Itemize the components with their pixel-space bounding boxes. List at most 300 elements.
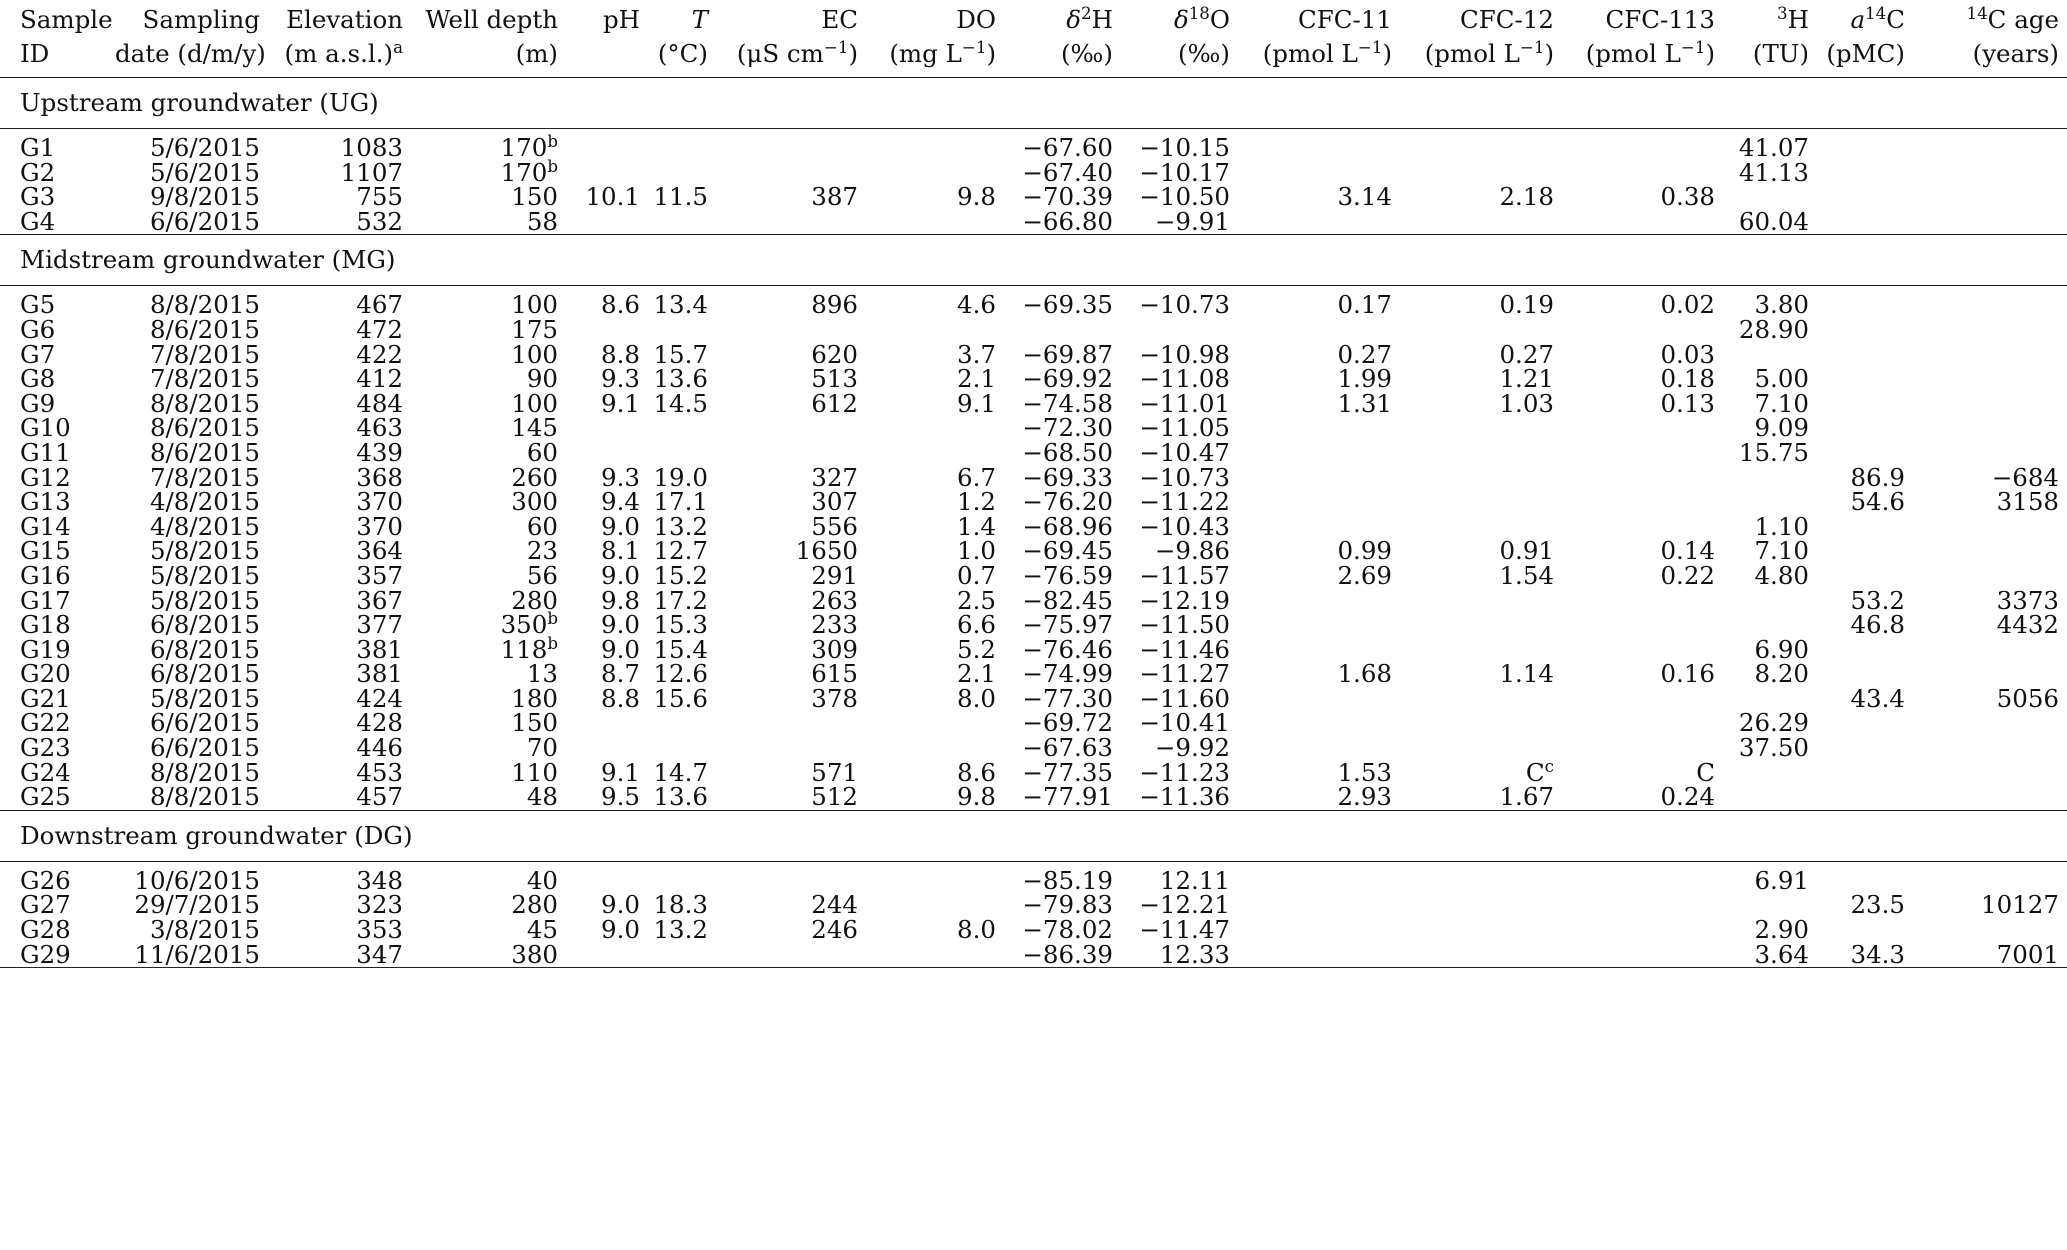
cell-delta-18o: −10.47 [1139,437,1230,467]
cell-a14c [1821,136,1917,161]
section-header-row [0,78,2067,129]
column-header-line2: (m) [515,39,558,68]
column-header-well-depth [415,0,570,78]
cell-sample-id: G3 [20,182,56,212]
cell-delta-2h [1008,318,1125,343]
cell-sampling-date: 11/6/2015 [115,943,272,968]
column-header-line2: (°C) [657,39,708,68]
column-header-line2: (pmol $L^{-1}$) [1424,37,1554,68]
cell-temperature: 13.2 [653,511,708,541]
cell-delta-18o: −11.01 [1139,388,1230,418]
cell-tritium: 6.91 [1754,865,1809,895]
cell-elevation: 467 [356,290,403,320]
cell-elevation: 370 [356,511,403,541]
cell-elevation: 353 [356,915,403,945]
cell-cfc-113 [1566,136,1727,161]
cell-well-depth: 170$^b$ [500,156,558,187]
cell-cfc-113 [1566,711,1727,736]
cell-delta-2h: −77.30 [1022,683,1113,713]
cell-cfc-12 [1404,869,1566,894]
cell-c14-age [1917,161,2067,186]
cell-delta-2h: −77.91 [1022,782,1113,812]
cell-cfc-12 [1404,943,1566,968]
cell-ec: 556 [811,511,858,541]
column-header-line2: (μS $cm^{-1}$) [736,37,858,68]
cell-cfc-12 [1404,893,1566,918]
cell-cfc-12 [1404,613,1566,638]
cell-well-depth: 170$^b$ [500,131,558,162]
cell-delta-18o: −10.73 [1139,462,1230,492]
cell-cfc-12 [1404,711,1566,736]
cell-cfc-11 [1242,466,1404,491]
cell-elevation: 367 [356,585,403,615]
cell-delta-18o: −11.36 [1139,782,1230,812]
cell-c14-age [1917,343,2067,368]
cell-delta-18o: −11.57 [1139,560,1230,590]
cell-elevation: 532 [356,206,403,236]
column-header-line1: $a^{14}C$ [1850,3,1905,34]
cell-elevation: 472 [356,314,403,344]
cell-well-depth: 118$^b$ [500,633,558,664]
table-row [0,318,2067,343]
cell-sample-id: G8 [20,364,56,394]
cell-ph: 8.7 [601,659,640,689]
column-header-line1: DO [956,5,996,34]
cell-cfc-11 [1242,210,1404,235]
cell-sampling-date: 29/7/2015 [134,890,260,920]
cell-a14c [1821,638,1917,663]
cell-well-depth: 110 [511,757,558,787]
cell-sampling-date: 7/8/2015 [149,462,260,492]
cell-well-depth: 70 [526,733,558,763]
cell-delta-2h: −74.99 [1022,659,1113,689]
cell-ec: 244 [811,890,858,920]
cell-cfc-11 [1242,318,1404,343]
cell-a14c [1821,367,1917,392]
cell-well-depth: 90 [526,364,558,394]
cell-ec: 291 [811,560,858,590]
cell-cfc-12 [1404,136,1566,161]
cell-sampling-date: 10/6/2015 [134,865,260,895]
cell-delta-2h: −79.83 [1022,890,1113,920]
cell-tritium [1727,761,1821,786]
cell-well-depth: 180 [511,683,558,713]
cell-cfc-12: 1.03 [1499,388,1554,418]
cell-temperature [652,943,720,968]
cell-delta-18o: −11.46 [1139,634,1230,664]
cell-ec: 327 [811,462,858,492]
cell-delta-18o: −12.21 [1139,890,1230,920]
cell-cfc-11 [1242,441,1404,466]
cell-tritium: 2.90 [1754,915,1809,945]
cell-delta-18o: −12.19 [1139,585,1230,615]
cell-tritium [1727,613,1821,638]
cell-ec [720,210,870,235]
cell-tritium: 6.90 [1754,634,1809,664]
cell-elevation: 1083 [340,133,403,162]
column-header-cfc-113 [1566,0,1727,78]
cell-sample-id: G29 [0,943,115,968]
cell-ph: 8.1 [601,536,640,566]
cell-ec [720,441,870,466]
cell-sample-id: G4 [20,206,56,236]
column-header-line1: Sample [20,5,113,34]
cell-ec [720,711,870,736]
cell-delta-2h: −67.40 [1022,157,1113,187]
cell-ph: 9.0 [601,610,640,640]
cell-do [870,441,1008,466]
table-row [0,441,2067,466]
cell-delta-2h: −70.39 [1022,182,1113,212]
cell-c14-age [1917,736,2067,761]
cell-ph: 9.0 [601,560,640,590]
cell-ph: 8.8 [601,683,640,713]
cell-ec: 378 [811,683,858,713]
cell-cfc-11 [1242,711,1404,736]
cell-cfc-11: 1.31 [1337,388,1392,418]
column-header-ec [720,0,870,78]
cell-sample-id: G27 [20,890,71,920]
cell-do [870,416,1008,441]
cell-delta-2h: −74.58 [1022,388,1113,418]
cell-do: 1.0 [957,536,996,566]
cell-ph: 9.0 [601,890,640,920]
cell-cfc-113 [1566,490,1727,515]
cell-sampling-date: 5/6/2015 [149,157,260,187]
cell-ph: 9.5 [601,782,640,812]
cell-elevation: 364 [356,536,403,566]
cell-temperature: 11.5 [653,182,708,212]
cell-ec: 512 [811,782,858,812]
cell-elevation: 323 [356,890,403,920]
cell-elevation: 755 [356,182,403,212]
cell-well-depth: 48 [526,782,558,812]
column-header-line1: T [691,5,708,34]
cell-elevation: 446 [356,733,403,763]
cell-delta-2h: −69.33 [1022,462,1113,492]
cell-ph: 8.6 [601,290,640,320]
cell-temperature: 12.7 [653,536,708,566]
column-header-do [870,0,1008,78]
table-row [0,564,2067,589]
cell-ec: 387 [811,182,858,212]
cell-elevation: 457 [356,782,403,812]
cell-sampling-date: 6/8/2015 [149,659,260,689]
cell-delta-2h: −78.02 [1022,915,1113,945]
column-header-cfc-11 [1242,0,1404,78]
cell-well-depth: 58 [526,206,558,236]
cell-sample-id: G24 [20,757,71,787]
cell-cfc-12 [1404,210,1566,235]
cell-tritium: 7.10 [1754,536,1809,566]
table-row [0,210,2067,235]
cell-delta-18o: 12.11 [1159,865,1230,895]
cell-ec [720,943,870,968]
cell-sample-id: G28 [20,915,71,945]
column-header-line1: CFC-113 [1605,5,1715,34]
cell-well-depth: 380 [415,943,570,968]
cell-c14-age [1917,539,2067,564]
cell-delta-2h: −76.20 [1022,487,1113,517]
cell-do: 4.6 [957,290,996,320]
cell-sampling-date: 8/8/2015 [149,782,260,812]
cell-cfc-113 [1566,687,1727,712]
cell-a14c [1821,785,1917,810]
cell-temperature: 15.3 [653,610,708,640]
column-header-line2: (‰) [1061,39,1113,68]
cell-c14-age [1917,318,2067,343]
cell-cfc-11: 1.53 [1337,757,1392,787]
cell-sampling-date: 8/8/2015 [149,388,260,418]
cell-cfc-12: $C^c$ [1525,756,1554,787]
cell-sampling-date: 6/6/2015 [149,708,260,738]
cell-well-depth: 100 [511,339,558,369]
cell-ph: 8.8 [601,339,640,369]
cell-a14c: 34.3 [1821,943,1917,968]
column-header-sampling-date [115,0,272,78]
cell-ph [570,136,652,161]
cell-delta-18o: −9.86 [1154,536,1230,566]
cell-tritium: 37.50 [1738,733,1809,763]
cell-cfc-11: 2.69 [1337,560,1392,590]
cell-well-depth: 150 [511,708,558,738]
cell-sampling-date: 3/8/2015 [149,915,260,945]
cell-cfc-12 [1404,441,1566,466]
cell-a14c [1821,210,1917,235]
cell-well-depth: 60 [526,437,558,467]
cell-elevation: 453 [356,757,403,787]
cell-do: 2.1 [957,364,996,394]
cell-elevation: 463 [356,413,403,443]
cell-tritium: 9.09 [1754,413,1809,443]
cell-temperature: 15.4 [653,634,708,664]
cell-temperature: 14.7 [653,757,708,787]
cell-ph: 9.0 [601,915,640,945]
cell-a14c: 86.9 [1850,462,1905,492]
cell-delta-2h: −76.46 [1022,634,1113,664]
table-row [0,785,2067,810]
cell-temperature [652,441,720,466]
cell-cfc-11 [1242,893,1404,918]
cell-sampling-date: 5/8/2015 [149,585,260,615]
cell-cfc-11 [1242,943,1404,968]
cell-tritium: 28.90 [1738,314,1809,344]
cell-delta-2h: −69.35 [1022,290,1113,320]
cell-a14c [1821,293,1917,318]
column-header-line2: (mg $L^{-1}$) [889,37,996,68]
cell-do [870,210,1008,235]
cell-delta-18o: −11.05 [1139,413,1230,443]
cell-cfc-12 [1404,466,1566,491]
cell-delta-2h: −69.92 [1022,364,1113,394]
cell-tritium: 1.10 [1754,511,1809,541]
cell-ph: 9.1 [601,388,640,418]
cell-do [870,736,1008,761]
table-row [0,613,2067,638]
cell-tritium [1727,589,1821,614]
cell-temperature [652,136,720,161]
cell-sample-id: G11 [20,437,71,467]
column-header-cfc-12 [1404,0,1566,78]
cell-cfc-11 [1242,918,1404,943]
cell-do: 8.0 [957,683,996,713]
cell-do: 9.8 [957,182,996,212]
cell-c14-age [1917,918,2067,943]
cell-delta-18o: 12.33 [1125,943,1242,968]
cell-elevation: 357 [356,560,403,590]
column-header-delta-2h [1008,0,1125,78]
cell-ph [570,318,652,343]
cell-temperature: 17.1 [653,487,708,517]
cell-elevation: 381 [356,659,403,689]
cell-elevation: 422 [356,339,403,369]
cell-temperature: 15.2 [653,560,708,590]
column-header-line1: $^3$H [1777,3,1809,34]
cell-cfc-113: 0.18 [1660,364,1715,394]
cell-cfc-11 [1242,736,1404,761]
cell-delta-18o: −10.41 [1139,708,1230,738]
column-header-c14-age [1917,0,2067,78]
column-header-line1: Elevation [286,5,403,34]
cell-do [870,869,1008,894]
cell-temperature: 13.6 [653,782,708,812]
cell-ec: 513 [811,364,858,394]
column-header-tritium [1727,0,1821,78]
column-header-temperature [652,0,720,78]
cell-sampling-date: 4/8/2015 [149,511,260,541]
column-header-line2: ID [20,39,50,68]
cell-cfc-113 [1566,589,1727,614]
cell-a14c [1821,416,1917,441]
cell-sampling-date: 8/6/2015 [149,413,260,443]
cell-ph [570,736,652,761]
cell-temperature [652,318,720,343]
cell-elevation: 484 [356,388,403,418]
cell-delta-2h: −69.72 [1022,708,1113,738]
cell-cfc-12 [1404,490,1566,515]
column-header-line2: (years) [1972,39,2059,68]
table-header [0,0,2067,78]
cell-temperature: 14.5 [653,388,708,418]
cell-do [870,943,1008,968]
column-header-line1: $^{14}$C age [1966,3,2059,34]
column-header-ph [570,0,652,78]
cell-delta-2h: −67.60 [1022,133,1113,162]
cell-well-depth: 280 [511,890,558,920]
cell-a14c [1821,318,1917,343]
cell-elevation: 381 [356,634,403,664]
cell-cfc-113 [1566,869,1727,894]
cell-well-depth: 13 [526,659,558,689]
cell-tritium: 41.13 [1738,157,1809,187]
cell-sample-id: G7 [20,339,56,369]
cell-c14-age: 10127 [1981,890,2059,920]
cell-ph: 9.1 [601,757,640,787]
cell-delta-2h: −77.35 [1022,757,1113,787]
cell-tritium: 26.29 [1738,708,1809,738]
column-header-line1: $\delta^{18}O$ [1173,3,1230,34]
cell-sample-id: G21 [20,683,71,713]
cell-elevation: 347 [272,943,415,968]
cell-do [870,711,1008,736]
cell-c14-age: 7001 [1917,943,2067,968]
cell-delta-18o: −11.08 [1139,364,1230,394]
cell-c14-age [1917,515,2067,540]
cell-sample-id: G26 [20,865,71,895]
cell-sampling-date: 8/8/2015 [149,757,260,787]
cell-sampling-date: 5/8/2015 [149,560,260,590]
cell-a14c [1821,711,1917,736]
cell-c14-age [1917,293,2067,318]
cell-ph [570,711,652,736]
cell-a14c [1821,343,1917,368]
cell-delta-18o: −10.43 [1139,511,1230,541]
cell-cfc-12 [1404,589,1566,614]
cell-cfc-11: 1.68 [1337,659,1392,689]
cell-ph [570,943,652,968]
cell-delta-18o: −10.98 [1139,339,1230,369]
cell-c14-age [1917,761,2067,786]
cell-cfc-11 [1242,490,1404,515]
cell-ph [570,210,652,235]
cell-well-depth: 56 [526,560,558,590]
cell-cfc-11 [1242,687,1404,712]
cell-sample-id: G17 [20,585,71,615]
column-header-delta-18o [1125,0,1242,78]
cell-cfc-12 [1404,687,1566,712]
cell-cfc-12: 1.21 [1499,364,1554,394]
cell-sample-id: G13 [20,487,71,517]
cell-cfc-12: 0.19 [1499,290,1554,320]
column-header-line1: Sampling [142,5,260,34]
section-header-row [0,235,2067,286]
cell-elevation: 424 [356,683,403,713]
cell-temperature: 12.6 [653,659,708,689]
cell-cfc-11 [1242,136,1404,161]
cell-delta-18o: −11.22 [1139,487,1230,517]
cell-cfc-113: 0.03 [1660,339,1715,369]
cell-do: 2.1 [957,659,996,689]
cell-do: 1.2 [957,487,996,517]
cell-sampling-date: 9/8/2015 [149,182,260,212]
cell-tritium: 4.80 [1754,560,1809,590]
cell-well-depth: 300 [511,487,558,517]
cell-a14c: 23.5 [1850,890,1905,920]
cell-sampling-date: 7/8/2015 [149,339,260,369]
cell-tritium: 3.64 [1727,943,1821,968]
cell-tritium [1727,466,1821,491]
cell-ec [720,416,870,441]
cell-do [870,136,1008,161]
cell-ph: 9.4 [601,487,640,517]
cell-elevation: 377 [356,610,403,640]
cell-sample-id: G19 [20,634,71,664]
cell-tritium: 7.10 [1754,388,1809,418]
cell-sample-id: G20 [20,659,71,689]
column-header-line1: CFC-12 [1460,5,1554,34]
cell-cfc-11: 0.99 [1337,536,1392,566]
cell-do: 6.6 [957,610,996,640]
cell-delta-2h: −69.45 [1022,536,1113,566]
cell-sample-id: G14 [20,511,71,541]
column-header-sample-id [0,0,115,78]
table-row [0,136,2067,161]
cell-do [870,318,1008,343]
cell-a14c: 46.8 [1850,610,1905,640]
cell-well-depth: 100 [511,290,558,320]
cell-cfc-11: 2.93 [1337,782,1392,812]
cell-sample-id: G12 [20,462,71,492]
